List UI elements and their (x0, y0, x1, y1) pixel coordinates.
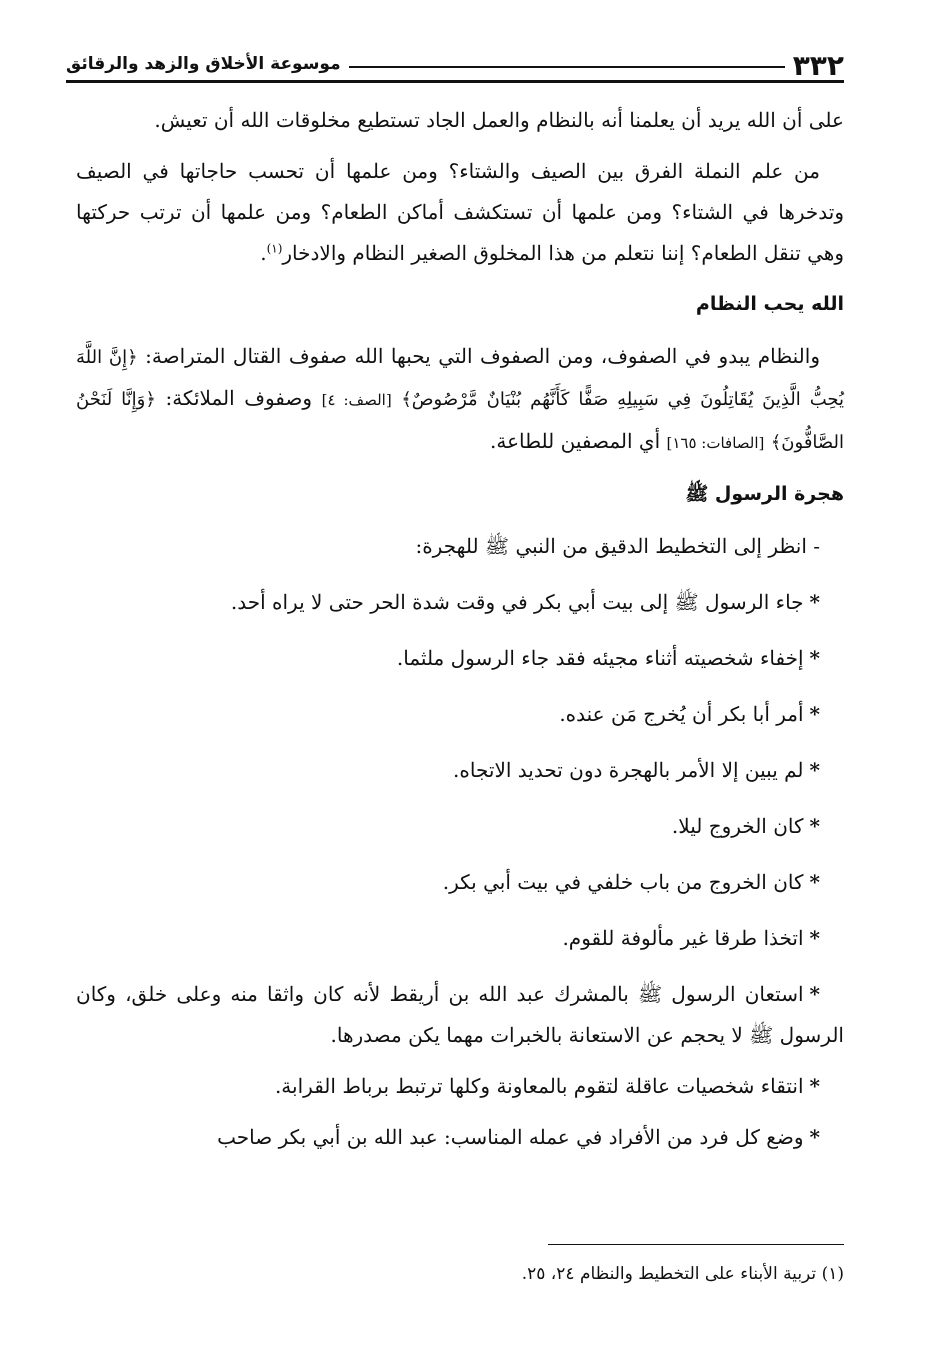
hijra-intro: - انظر إلى التخطيط الدقيق من النبي ﷺ للهجرة: (415, 534, 820, 558)
bullet-star: * (809, 646, 820, 670)
list-item (76, 806, 844, 847)
list-item-text: جاء الرسول ﷺ إلى بيت أبي بكر في وقت شدة الحر حتى لا يراه أحد. (230, 590, 804, 614)
paragraph-rows-intro: والنظام يبدو في الصفوف، ومن الصفوف التي يحبها الله صفوف القتال المتراصة: (145, 344, 820, 368)
footnote-text: تربية الأبناء على التخطيط والنظام ٢٤، ٢٥. (521, 1264, 817, 1284)
bullet-star: * (809, 870, 820, 894)
paragraph-rows-end: أي المصفين للطاعة. (490, 429, 661, 453)
section-heading-hijra: هجرة الرسول ﷺ (685, 483, 844, 505)
list-item-text: اتخذا طرقا غير مألوفة للقوم. (562, 926, 804, 950)
list-item-text: لم يبين إلا الأمر بالهجرة دون تحديد الاتجاه. (453, 758, 804, 782)
paragraph-guide (76, 974, 844, 1056)
quran-verse-saffat: ﴿وَإِنَّا لَنَحْنُ الصَّافُّونَ﴾ (76, 389, 844, 453)
paragraph-intro: على أن الله يريد أن يعلمنا أنه بالنظام والعمل الجاد تستطيع مخلوقات الله أن تعيش. (154, 108, 844, 132)
header-divider (66, 80, 844, 83)
paragraph-ant (76, 151, 844, 274)
verse-reference-saff: [الصف: ٤] (321, 391, 392, 409)
paragraph-guide-text: استعان الرسول ﷺ بالمشرك عبد الله بن أريقط لأنه كان واثقا منه وعلى خلق، وكان الرسول ﷺ لا يحجم عن الاستعانة بالخبرات مهما يكن مصدرها. (76, 982, 844, 1047)
list-item (76, 638, 844, 679)
list-item (76, 694, 844, 735)
bullet-star: * (809, 982, 820, 1006)
page-header (66, 34, 844, 80)
paragraph-selection-text: انتقاء شخصيات عاقلة لتقوم بالمعاونة وكلها ترتبط برباط القرابة. (274, 1074, 804, 1098)
list-item (76, 862, 844, 903)
list-item (76, 750, 844, 791)
running-title: موسوعة الأخلاق والزهد والرقائق (66, 54, 341, 74)
footnote-number: (١) (821, 1264, 844, 1284)
footnote-divider (548, 1244, 844, 1245)
paragraph-ant-text: من علم النملة الفرق بين الصيف والشتاء؟ ومن علمها أن تحسب حاجاتها في الصيف وتدخرها في الشتاء؟ ومن علمها أن تستكشف أماكن الطعام؟ ومن علمها أن ترتب حركتها وهي تنقل الطعام؟ إننا نتعلم من هذا المخلوق الصغير النظام والادخار (76, 159, 844, 265)
paragraph-rows-mid: وصفوف الملائكة: (165, 386, 313, 410)
paragraph-rows (76, 336, 844, 464)
bullet-star: * (809, 590, 820, 614)
bullet-star: * (809, 1074, 820, 1098)
footnote (84, 1262, 844, 1286)
page-number: ٣٣٢ (792, 49, 844, 82)
bullet-star: * (809, 814, 820, 838)
list-item-text: إخفاء شخصيته أثناء مجيئه فقد جاء الرسول ملثما. (396, 646, 804, 670)
list-item (76, 582, 844, 623)
bullet-star: * (809, 1125, 820, 1149)
list-item-text: أمر أبا بكر أن يُخرج مَن عنده. (559, 702, 804, 726)
list-item-text: كان الخروج من باب خلفي في بيت أبي بكر. (442, 870, 804, 894)
bullet-star: * (809, 926, 820, 950)
quran-verse-saff: ﴿إِنَّ اللَّهَ يُحِبُّ الَّذِينَ يُقَاتِلُونَ فِي سَبِيلِهِ صَفًّا كَأَنَّهُم بُنْيَانٌ مَّرْصُوصٌ﴾ (76, 347, 845, 410)
verse-reference-saffat: [الصافات: ١٦٥] (666, 434, 765, 452)
bullet-star: * (809, 758, 820, 782)
list-item-text: كان الخروج ليلا. (671, 814, 804, 838)
paragraph-roles (76, 1117, 844, 1158)
header-rule (349, 66, 785, 68)
page-body (76, 100, 844, 1168)
paragraph-ant-end: . (260, 241, 267, 265)
footnote-marker: (١) (266, 241, 283, 256)
paragraph-roles-text: وضع كل فرد من الأفراد في عمله المناسب: عبد الله بن أبي بكر صاحب (217, 1125, 804, 1149)
section-heading-order: الله يحب النظام (695, 293, 844, 315)
paragraph-selection (76, 1066, 844, 1107)
bullet-star: * (809, 702, 820, 726)
list-item (76, 918, 844, 959)
